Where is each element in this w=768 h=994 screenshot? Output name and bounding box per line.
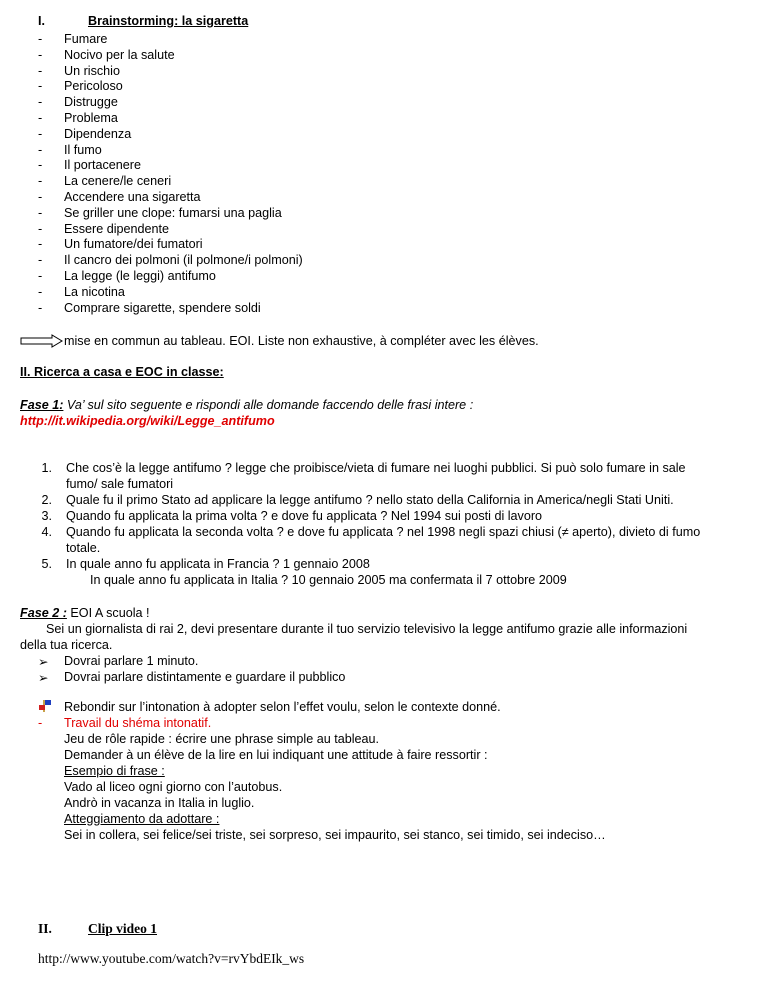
dash-marker: - bbox=[38, 127, 43, 141]
jeu-text: Jeu de rôle rapide : écrire une phrase simple au tableau. bbox=[64, 732, 380, 746]
fase2-paragraph-line2: della tua ricerca. bbox=[20, 638, 113, 652]
q4-number: 4. bbox=[41, 525, 52, 539]
fase2-label: Fase 2 : bbox=[20, 606, 67, 620]
q5-number: 5. bbox=[41, 557, 52, 571]
brainstorm-item: Un rischio bbox=[64, 64, 120, 78]
q4-line2: totale. bbox=[66, 541, 101, 555]
dash-marker: - bbox=[38, 269, 43, 283]
bullet-item-2: Dovrai parlare distintamente e guardare il pubblico bbox=[64, 670, 346, 684]
q1-line2: fumo/ sale fumatori bbox=[66, 477, 174, 491]
esempio-2: Andrò in vacanza in Italia in luglio. bbox=[64, 796, 255, 810]
brainstorm-item: Se griller une clope: fumarsi una paglia bbox=[64, 206, 282, 220]
dash-marker: - bbox=[38, 716, 43, 730]
fase2-line bbox=[20, 606, 150, 620]
dash-marker: - bbox=[38, 285, 43, 299]
brainstorm-item: Un fumatore/dei fumatori bbox=[64, 237, 203, 251]
dash-marker: - bbox=[38, 111, 43, 125]
dash-marker: - bbox=[38, 237, 43, 251]
fase1-link[interactable]: http://it.wikipedia.org/wiki/Legge_antifumo bbox=[20, 414, 275, 428]
esempio-1: Vado al liceo ogni giorno con l’autobus. bbox=[64, 780, 283, 794]
q2-text: Quale fu il primo Stato ad applicare la legge antifumo ? nello stato della California in America/negli Stati Uniti. bbox=[66, 493, 674, 507]
section1-title: Brainstorming: la sigaretta bbox=[88, 14, 249, 28]
q3-text: Quando fu applicata la prima volta ? e dove fu applicata ? Nel 1994 sui posti di lavoro bbox=[66, 509, 543, 523]
q3-number: 3. bbox=[41, 509, 52, 523]
fase1-text: Va’ sul sito seguente e rispondi alle domande faccendo delle frasi intere : bbox=[63, 398, 474, 412]
brainstorm-item: Pericoloso bbox=[64, 79, 123, 93]
brainstorm-item: La cenere/le ceneri bbox=[64, 174, 172, 188]
dash-marker: - bbox=[38, 64, 43, 78]
dash-marker: - bbox=[38, 158, 43, 172]
brainstorm-item: Fumare bbox=[64, 32, 108, 46]
dash-marker: - bbox=[38, 143, 43, 157]
bullet-arrow-icon: ➢ bbox=[38, 655, 49, 669]
dash-marker: - bbox=[38, 32, 43, 46]
q5-line1: In quale anno fu applicata in Francia ? 1 gennaio 2008 bbox=[66, 557, 370, 571]
q2-number: 2. bbox=[41, 493, 52, 507]
section2-title: II. Ricerca a casa e EOC in classe: bbox=[20, 365, 224, 379]
dash-marker: - bbox=[38, 222, 43, 236]
dash-marker: - bbox=[38, 301, 43, 315]
atteggiamento-text: Sei in collera, sei felice/sei triste, sei sorpreso, sei impaurito, sei stanco, sei timido, sei indeciso… bbox=[64, 828, 606, 842]
travail-text: Travail du shéma intonatif. bbox=[64, 716, 212, 730]
arrow-right-icon bbox=[20, 334, 64, 348]
brainstorm-item: Problema bbox=[64, 111, 118, 125]
q1-line1: Che cos’è la legge antifumo ? legge che proibisce/vieta di fumare nei luoghi pubblici. Si può solo fumare in sale bbox=[66, 461, 686, 475]
dash-marker: - bbox=[38, 79, 43, 93]
dash-marker: - bbox=[38, 206, 43, 220]
dash-marker: - bbox=[38, 48, 43, 62]
brainstorm-item: Il fumo bbox=[64, 143, 102, 157]
demander-text: Demander à un élève de la lire en lui indiquant une attitude à faire ressortir : bbox=[64, 748, 488, 762]
dash-marker: - bbox=[38, 95, 43, 109]
bullet-item-1: Dovrai parlare 1 minuto. bbox=[64, 654, 199, 668]
fase1-line bbox=[20, 398, 473, 412]
fase2-text: EOI A scuola ! bbox=[66, 606, 150, 620]
flag-bullet-icon bbox=[38, 699, 52, 713]
section3-roman: II. bbox=[38, 921, 52, 936]
brainstorm-item: Il cancro dei polmoni (il polmone/i polmoni) bbox=[64, 253, 303, 267]
atteggiamento-label: Atteggiamento da adottare : bbox=[64, 812, 220, 826]
fase1-label: Fase 1: bbox=[20, 398, 64, 412]
arrow-note: mise en commun au tableau. EOI. Liste non exhaustive, à compléter avec les élèves. bbox=[64, 334, 539, 348]
brainstorm-item: Comprare sigarette, spendere soldi bbox=[64, 301, 261, 315]
brainstorm-item: Dipendenza bbox=[64, 127, 132, 141]
bullet-arrow-icon: ➢ bbox=[38, 671, 49, 685]
q1-number: 1. bbox=[41, 461, 52, 475]
q4-line1: Quando fu applicata la seconda volta ? e dove fu applicata ? nel 1998 negli spazi chiusi (≠ aperto), divieto di fumo bbox=[66, 525, 701, 539]
esempio-label: Esempio di frase : bbox=[64, 764, 165, 778]
brainstorm-item: Nocivo per la salute bbox=[64, 48, 175, 62]
brainstorm-item: La legge (le leggi) antifumo bbox=[64, 269, 216, 283]
brainstorm-item: Il portacenere bbox=[64, 158, 142, 172]
fase2-paragraph-line1: Sei un giornalista di rai 2, devi presentare durante il tuo servizio televisivo la legge antifumo grazie alle informazioni bbox=[46, 622, 688, 636]
youtube-link[interactable]: http://www.youtube.com/watch?v=rvYbdEIk_ws bbox=[38, 951, 305, 966]
brainstorm-item: La nicotina bbox=[64, 285, 125, 299]
q5-line2: In quale anno fu applicata in Italia ? 10 gennaio 2005 ma confermata il 7 ottobre 2009 bbox=[90, 573, 567, 587]
rebondir-text: Rebondir sur l’intonation à adopter selon l’effet voulu, selon le contexte donné. bbox=[64, 700, 501, 714]
section3-title: Clip video 1 bbox=[88, 921, 158, 936]
brainstorm-item: Essere dipendente bbox=[64, 222, 170, 236]
brainstorm-item: Accendere una sigaretta bbox=[64, 190, 201, 204]
dash-marker: - bbox=[38, 190, 43, 204]
dash-marker: - bbox=[38, 174, 43, 188]
brainstorm-item: Distrugge bbox=[64, 95, 118, 109]
section1-roman: I. bbox=[38, 14, 45, 28]
dash-marker: - bbox=[38, 253, 43, 267]
